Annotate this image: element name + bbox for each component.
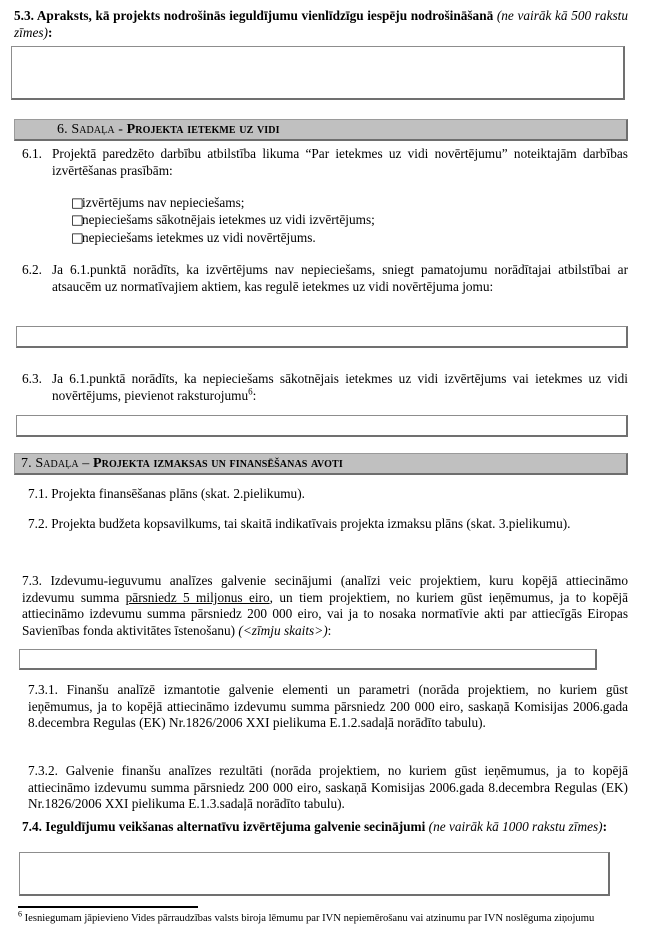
item-7-3-1-text: 7.3.1. Finanšu analīzē izmantotie galvenie elementi un parametri (norāda projektiem, no kuriem gūst ieņēmumus, ja to kopējā attiecināmo izdevumu summa pārsniedz 200 000 eiro, saskaņā Komisijas 2006.gada 8.decembra Regulas (EK) Nr.1826/2006 XXI pielikuma E.1.2.sadaļā norādīto tabulu). <box>28 682 628 731</box>
item-7-3-answer-box[interactable] <box>19 649 597 670</box>
item-7-3-char-count-hint: (<zīmju skaits>) <box>238 622 328 638</box>
footnote-mark: 6 <box>18 909 22 919</box>
item-7-4-heading-bold: 7.4. Ieguldījumu veikšanas alternatīvu izvērtējuma galvenie secinājumi <box>22 819 429 834</box>
item-6-1-options <box>71 195 375 247</box>
checkbox-option-2-label: nepieciešams sākotnējais ietekmes uz vidi izvērtējums; <box>82 212 375 228</box>
item-7-3-text-part1: 7.3. Izdevumu-ieguvumu analīzes galvenie secinājumi (analīzi veic projektiem, kuru kopējā attiecināmo izdevumu summa <box>22 573 628 605</box>
item-6-3-text-tail: : <box>252 387 257 403</box>
item-7-4-heading <box>22 819 628 836</box>
item-5-3-heading-tail: : <box>47 24 53 40</box>
item-6-1-number: 6.1. <box>22 146 42 161</box>
section-7-label: Sadaļa – <box>35 455 93 471</box>
footnote-reference-6[interactable]: 6 <box>248 386 253 397</box>
item-7-3-1 <box>28 682 628 732</box>
item-5-3-answer-box[interactable] <box>11 46 625 100</box>
item-7-4-answer-box[interactable] <box>19 852 610 896</box>
item-6-2-text: Ja 6.1.punktā norādīts, ka izvērtējums nav nepieciešams, sniegt pamatojumu norādītajai atbilstībai ar atsaucēm uz normatīvajiem aktiem, kas regulē ietekmes uz vidi novērtējuma jomu: <box>52 262 628 294</box>
checkbox-option-1[interactable] <box>71 195 375 212</box>
item-7-3-2-text: 7.3.2. Galvenie finanšu analīzes rezultāti (norāda projektiem, no kuriem gūst ieņēmumus, ja to kopējā attiecināmo izdevumu summa pārsniedz 200 000 eiro, saskaņā Komisijas 2006.gada 8.decembra Regulas (EK) Nr.1826/2006 XXI pielikuma E.1.3.sadaļā norādīto tabulu). <box>28 763 628 812</box>
item-7-3-text <box>22 573 628 639</box>
item-6-1 <box>22 146 628 179</box>
item-6-2-answer-box[interactable] <box>16 326 628 348</box>
item-6-2-number: 6.2. <box>22 262 42 277</box>
checkbox-option-1-label: izvērtējums nav nepieciešams; <box>82 195 245 210</box>
footnote-separator-rule <box>18 906 198 908</box>
item-6-2 <box>22 262 628 295</box>
checkbox-icon[interactable]: □ <box>71 213 84 229</box>
section-6-number: 6. <box>57 121 72 137</box>
item-6-3-number: 6.3. <box>22 371 42 386</box>
section-6-title: Projekta ietekme uz vidi <box>126 121 280 137</box>
section-7-title: Projekta izmaksas un finansēšanas avoti <box>93 455 343 471</box>
item-6-1-text: Projektā paredzēto darbību atbilstība likuma “Par ietekmes uz vidi novērtējumu” noteiktajām darbības izvērtēšanas prasībām: <box>52 146 628 178</box>
item-7-1 <box>28 486 628 503</box>
item-7-1-text: 7.1. Projekta finansēšanas plāns (skat. 2.pielikumu). <box>28 486 305 501</box>
section-7-header-bar <box>14 453 628 475</box>
item-6-3 <box>22 371 628 404</box>
item-7-4-heading-italic: (ne vairāk kā 1000 rakstu zīmes) <box>428 819 603 834</box>
item-7-3-text-part2: , un tiem projektiem, no kuriem gūst ieņēmumus, ja to kopējā attiecināmo izdevumu summa pārsniedz 200 000 eiro, vai ja to nosaka normatīvie akti par attiecīgās Eiropas Savienības fonda aktivitātes īstenošanu) <box>22 589 628 638</box>
item-5-3-heading-bold: 5.3. Apraksts, kā projekts nodrošinās ieguldījumu vienlīdzīgu iespēju nodrošināšanā <box>14 8 497 23</box>
checkbox-option-3-label: nepieciešams ietekmes uz vidi novērtējums. <box>82 229 316 245</box>
section-6-header-bar <box>14 119 628 141</box>
item-7-3-2 <box>28 763 628 813</box>
item-7-2-text: 7.2. Projekta budžeta kopsavilkums, tai skaitā indikatīvais projekta izmaksu plāns (skat. 3.pielikumu). <box>28 516 571 531</box>
item-7-3-text-tail: : <box>327 622 332 638</box>
item-6-3-text-main: Ja 6.1.punktā norādīts, ka nepieciešams sākotnējais ietekmes uz vidi izvērtējums vai ietekmes uz vidi novērtējums, pievienot raksturojumu <box>52 371 628 403</box>
item-6-3-answer-box[interactable] <box>16 415 628 437</box>
footnote-text: Iesniegumam jāpievieno Vides pārraudzības valsts biroja lēmumu par IVN nepiemērošanu vai atzinumu par IVN noslēguma ziņojumu <box>22 913 595 924</box>
item-6-3-text <box>52 371 628 404</box>
section-7-number: 7. <box>21 455 36 471</box>
item-7-3-underlined-threshold: pārsniedz 5 miljonus eiro <box>125 589 270 605</box>
item-7-4-heading-tail: : <box>602 819 608 834</box>
footnote-6 <box>18 909 628 925</box>
item-7-2 <box>28 516 628 533</box>
checkbox-icon[interactable]: □ <box>71 196 84 211</box>
checkbox-icon[interactable]: □ <box>71 230 84 246</box>
checkbox-option-3[interactable] <box>71 230 375 247</box>
item-5-3-heading-italic: (ne vairāk kā 500 rakstu zīmes) <box>14 8 628 40</box>
item-5-3-heading <box>14 8 628 41</box>
section-6-label: Sadaļa - <box>71 121 127 137</box>
item-7-3 <box>22 573 628 639</box>
checkbox-option-2[interactable] <box>71 212 375 229</box>
